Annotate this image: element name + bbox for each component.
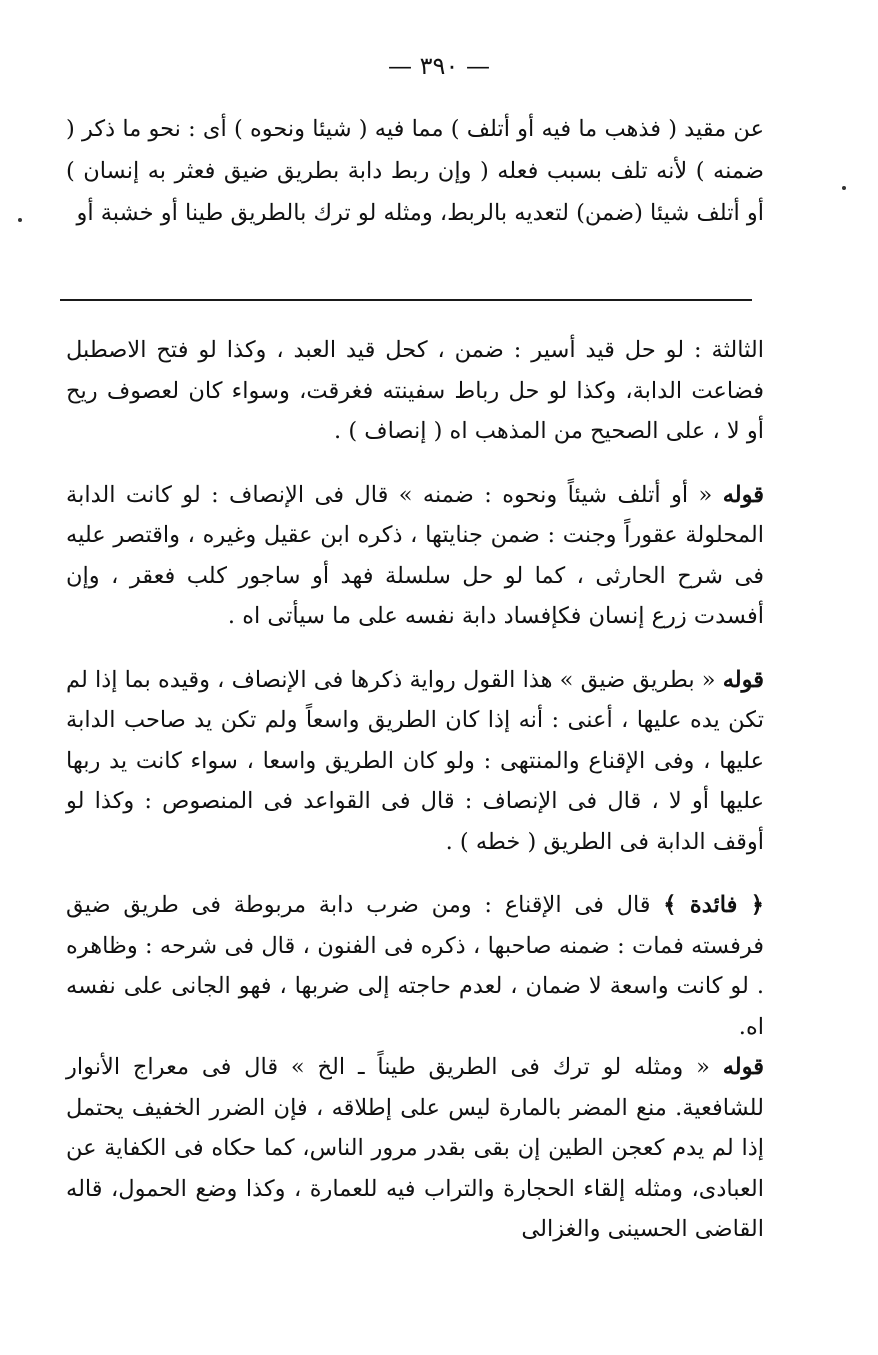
stray-mark: [842, 186, 846, 190]
commentary-lead: ﴿ فائدة ﴾: [663, 892, 764, 918]
commentary-lead: قوله: [722, 1054, 764, 1080]
commentary-text: « أو أتلف شيئاً ونحوه : ضمنه » قال فى الإنصاف : لو كانت الدابة المحلولة عقوراً وجنت : ضمن جنايتها ، ذكره ابن عقيل وغيره ، واقتصر عليه فى شرح الحارثى ، كما لو حل سلسلة فهد أو ساجور كلب فعقر ، وإن أفسدت زرع إنسان فكإفساد دابة نفسه على ما سيأتى اه .: [66, 481, 764, 629]
commentary-text: قال فى الإقناع : ومن ضرب دابة مربوطة فى طريق ضيق فرفسته فمات : ضمنه صاحبها ، ذكره فى الفنون ، قال فى شرحه : وظاهره . لو كانت واسعة لا ضمان ، لعدم حاجته إلى ضربها ، فهو الجانى على نفسه اه.: [66, 892, 764, 1040]
stray-mark: [18, 218, 22, 222]
commentary-text: « بطريق ضيق » هذا القول رواية ذكرها فى الإنصاف ، وقيده بما إذا لم تكن يده عليها ، أعنى : أنه إذا كان الطريق واسعاً ولم تكن يد صاحب الدابة عليها ، وفى الإقناع والمنتهى : ولو كان الطريق واسعا ، سواء كانت يد ربها عليها أو لا ، قال فى الإنصاف : قال فى القواعد فى المنصوص : وكذا لو أوقف الدابة فى الطريق ( خطه ) .: [66, 666, 764, 855]
commentary: [66, 330, 764, 1250]
commentary-paragraph: [66, 660, 764, 863]
commentary-paragraph: [66, 1047, 764, 1250]
commentary-lead: قوله: [722, 481, 764, 508]
commentary-text: « ومثله لو ترك فى الطريق طيناً ـ الخ » قال فى معراج الأنوار للشافعية. منع المضر بالمارة ليس على إطلاقه ، فإن الضرر الخفيف يحتمل إذا لم يدم كعجن الطين إن بقى بقدر مرور الناس، كما حكاه فى الكفاية عن العبادى، ومثله إلقاء الحجارة والتراب فيه للعمارة ، وكذا وضع الحمول، قاله القاضى الحسينى والغزالى: [66, 1054, 764, 1242]
commentary-paragraph: [66, 885, 764, 1047]
commentary-paragraph: [66, 330, 764, 452]
footnote-divider: [60, 299, 752, 301]
commentary-paragraph: [66, 475, 764, 637]
page-number: — ٣٩٠ —: [388, 52, 490, 80]
main-text: عن مقيد ( فذهب ما فيه أو أتلف ) مما فيه ( شيئا ونحوه ) أى : نحو ما ذكر ( ضمنه ) لأنه تلف بسبب فعله ( وإن ربط دابة بطريق ضيق فعثر به إنسان ) أو أتلف شيئا (ضمن) لتعديه بالربط، ومثله لو ترك بالطريق طينا أو خشبة أو: [66, 116, 764, 226]
commentary-text: الثالثة : لو حل قيد أسير : ضمن ، كحل قيد العبد ، وكذا لو فتح الاصطبل فضاعت الدابة، وكذا لو حل رباط سفينته فغرقت، وسواء كان لعصوف ريح أو لا ، على الصحيح من المذهب اه ( إنصاف ) .: [66, 337, 764, 444]
commentary-lead: قوله: [722, 666, 764, 693]
